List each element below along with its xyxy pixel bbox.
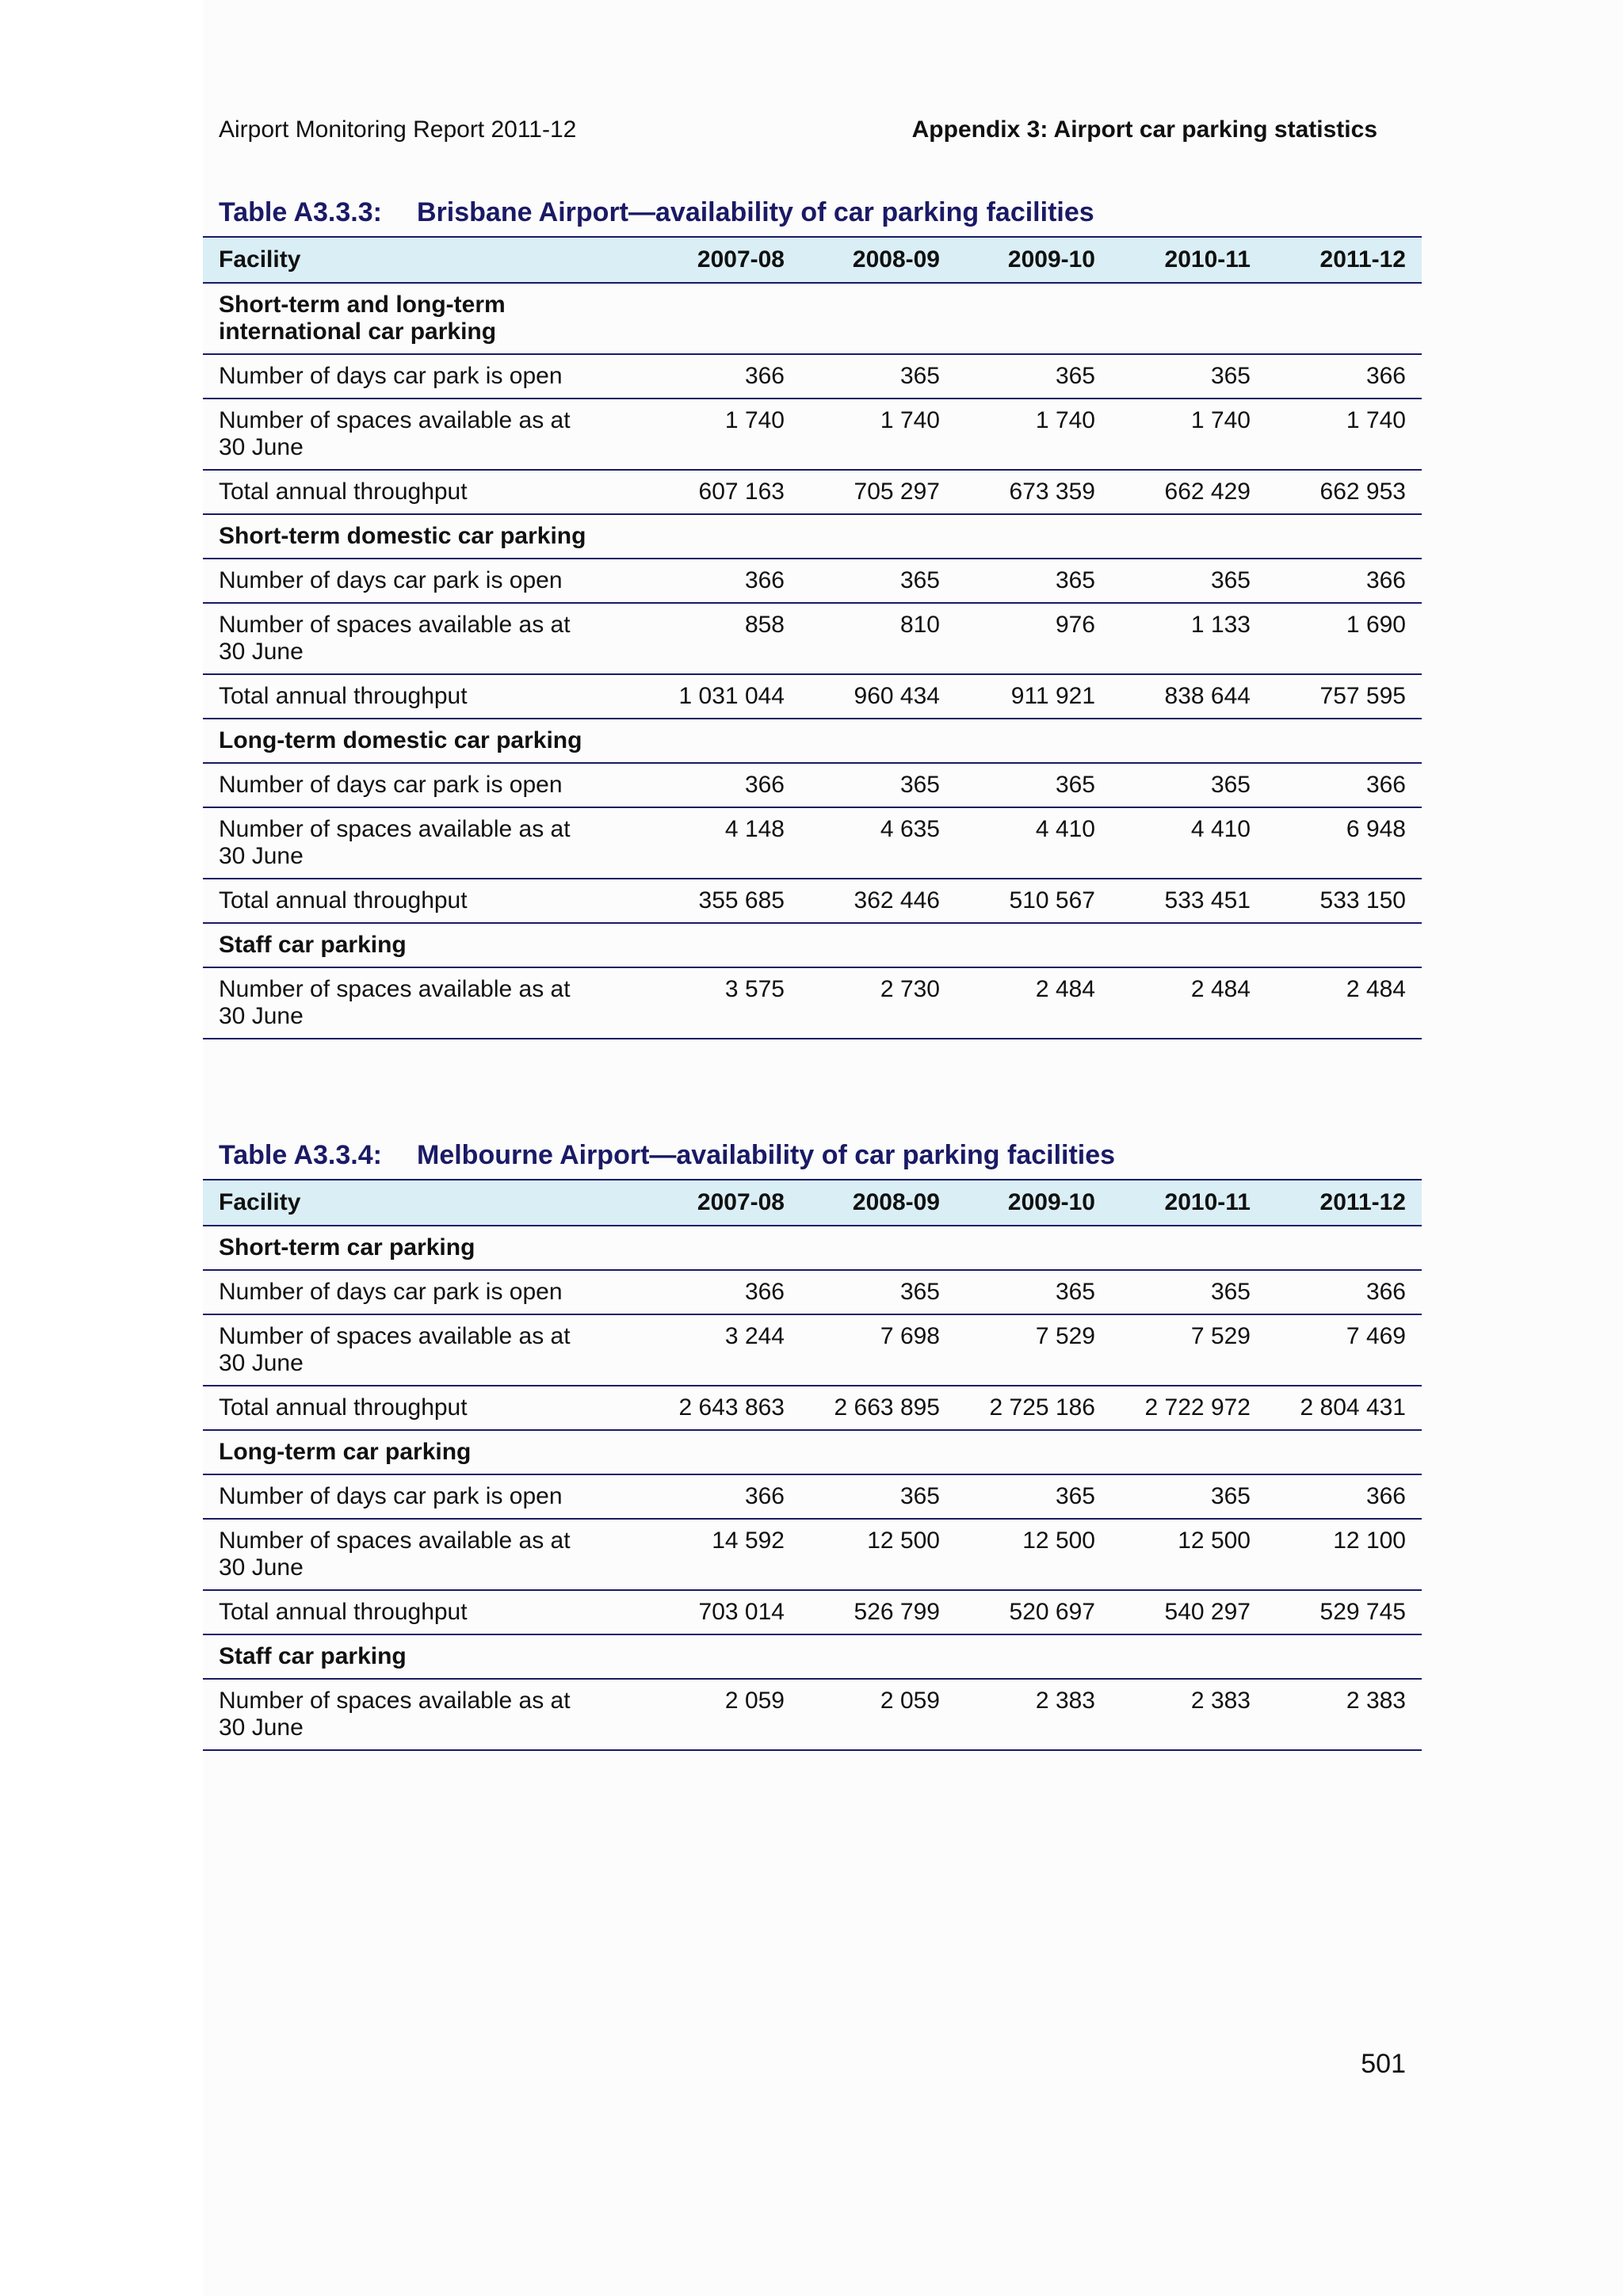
cell-value [1111,923,1266,967]
column-header-year: 2010-11 [1111,1180,1266,1226]
cell-value: 366 [645,763,800,807]
row-label: Number of spaces available as at 30 June [203,807,645,879]
table-header-row [203,1180,1422,1226]
row-label: Short-term and long-term international car parking [203,283,645,354]
column-header-year: 2011-12 [1266,1180,1422,1226]
row-label: Staff car parking [203,1634,645,1679]
cell-value: 2 730 [800,967,956,1039]
cell-value: 366 [645,354,800,399]
table-title: Melbourne Airport—availability of car parking facilities [417,1140,1116,1170]
table-caption-brisbane [219,195,1094,230]
section-header-row [203,923,1422,967]
cell-value [1266,514,1422,559]
cell-value: 7 529 [956,1314,1111,1386]
page-header [219,114,1377,146]
cell-value: 365 [800,763,956,807]
cell-value [1111,283,1266,354]
cell-value: 540 297 [1111,1590,1266,1634]
cell-value: 662 429 [1111,470,1266,514]
cell-value: 366 [645,1474,800,1519]
table-row [203,399,1422,470]
cell-value: 1 031 044 [645,674,800,719]
cell-value: 757 595 [1266,674,1422,719]
row-label: Number of days car park is open [203,763,645,807]
section-header-row [203,1430,1422,1474]
cell-value: 1 740 [800,399,956,470]
row-label: Short-term car parking [203,1226,645,1270]
cell-value: 362 446 [800,879,956,923]
page-number: 501 [1361,2049,1406,2079]
table-row [203,807,1422,879]
cell-value [1111,1634,1266,1679]
appendix-title: Appendix 3: Airport car parking statistics [911,116,1377,143]
cell-value: 7 698 [800,1314,956,1386]
cell-value: 960 434 [800,674,956,719]
table-row [203,1519,1422,1590]
cell-value: 365 [1111,1270,1266,1314]
cell-value [1111,1226,1266,1270]
section-header-row [203,1634,1422,1679]
cell-value: 705 297 [800,470,956,514]
table-header-row [203,237,1422,283]
cell-value [800,1226,956,1270]
table-row [203,470,1422,514]
row-label: Total annual throughput [203,1590,645,1634]
cell-value: 2 484 [1111,967,1266,1039]
cell-value [1266,719,1422,763]
cell-value [956,923,1111,967]
row-label: Number of days car park is open [203,1474,645,1519]
column-header-year: 2008-09 [800,237,956,283]
row-label: Total annual throughput [203,674,645,719]
row-label: Short-term domestic car parking [203,514,645,559]
cell-value: 365 [956,1474,1111,1519]
cell-value: 2 484 [1266,967,1422,1039]
cell-value: 365 [956,559,1111,603]
cell-value: 366 [1266,1270,1422,1314]
table-caption-melbourne [219,1138,1115,1173]
cell-value: 1 690 [1266,603,1422,674]
cell-value: 366 [1266,763,1422,807]
cell-value [956,719,1111,763]
row-label: Number of spaces available as at 30 June [203,1314,645,1386]
cell-value: 6 948 [1266,807,1422,879]
cell-value [1266,283,1422,354]
cell-value: 2 643 863 [645,1386,800,1430]
cell-value: 14 592 [645,1519,800,1590]
cell-value: 366 [645,1270,800,1314]
cell-value: 12 500 [1111,1519,1266,1590]
column-header-year: 2011-12 [1266,237,1422,283]
cell-value [800,719,956,763]
cell-value: 365 [1111,763,1266,807]
table-row [203,559,1422,603]
cell-value: 838 644 [1111,674,1266,719]
cell-value [1266,923,1422,967]
cell-value: 2 383 [1111,1679,1266,1750]
cell-value: 3 244 [645,1314,800,1386]
cell-value [1111,1430,1266,1474]
cell-value: 12 500 [800,1519,956,1590]
table-row [203,1314,1422,1386]
cell-value [645,1430,800,1474]
cell-value: 1 740 [956,399,1111,470]
cell-value: 976 [956,603,1111,674]
row-label: Long-term car parking [203,1430,645,1474]
cell-value: 365 [800,1474,956,1519]
section-header-row [203,283,1422,354]
row-label: Number of days car park is open [203,1270,645,1314]
cell-value: 366 [1266,354,1422,399]
row-label: Number of spaces available as at 30 June [203,1519,645,1590]
cell-value: 510 567 [956,879,1111,923]
cell-value: 366 [1266,1474,1422,1519]
report-title: Airport Monitoring Report 2011-12 [219,116,577,143]
cell-value: 365 [1111,1474,1266,1519]
cell-value: 2 804 431 [1266,1386,1422,1430]
cell-value: 2 059 [800,1679,956,1750]
column-header-year: 2008-09 [800,1180,956,1226]
cell-value: 533 150 [1266,879,1422,923]
column-header-year: 2009-10 [956,1180,1111,1226]
cell-value [956,1634,1111,1679]
cell-value: 7 529 [1111,1314,1266,1386]
column-header-facility: Facility [203,1180,645,1226]
row-label: Number of days car park is open [203,559,645,603]
cell-value [956,1430,1111,1474]
cell-value: 911 921 [956,674,1111,719]
cell-value [956,514,1111,559]
table-row [203,879,1422,923]
row-label: Number of spaces available as at 30 June [203,603,645,674]
cell-value: 2 725 186 [956,1386,1111,1430]
cell-value: 366 [1266,559,1422,603]
cell-value: 673 359 [956,470,1111,514]
cell-value: 365 [956,763,1111,807]
cell-value: 2 663 895 [800,1386,956,1430]
cell-value: 3 575 [645,967,800,1039]
cell-value: 533 451 [1111,879,1266,923]
cell-value: 365 [956,1270,1111,1314]
table-row [203,967,1422,1039]
cell-value: 703 014 [645,1590,800,1634]
cell-value [1266,1634,1422,1679]
cell-value: 4 148 [645,807,800,879]
table-title: Brisbane Airport—availability of car parking facilities [417,197,1094,227]
cell-value [1111,719,1266,763]
cell-value [800,283,956,354]
cell-value: 1 740 [645,399,800,470]
row-label: Staff car parking [203,923,645,967]
cell-value [645,923,800,967]
row-label: Number of spaces available as at 30 June [203,1679,645,1750]
cell-value: 365 [800,354,956,399]
cell-value [956,283,1111,354]
cell-value [645,283,800,354]
cell-value: 2 059 [645,1679,800,1750]
cell-value: 365 [1111,354,1266,399]
cell-value: 810 [800,603,956,674]
cell-value: 365 [800,559,956,603]
cell-value: 1 740 [1111,399,1266,470]
cell-value: 2 383 [1266,1679,1422,1750]
row-label: Total annual throughput [203,1386,645,1430]
table-row [203,1270,1422,1314]
melbourne-parking-table [203,1179,1422,1751]
table-row [203,1590,1422,1634]
column-header-year: 2010-11 [1111,237,1266,283]
table-row [203,1474,1422,1519]
column-header-facility: Facility [203,237,645,283]
column-header-year: 2007-08 [645,237,800,283]
cell-value [645,719,800,763]
row-label: Number of spaces available as at 30 June [203,399,645,470]
column-header-year: 2009-10 [956,237,1111,283]
cell-value: 1 740 [1266,399,1422,470]
cell-value [800,1430,956,1474]
row-label: Number of days car park is open [203,354,645,399]
column-header-year: 2007-08 [645,1180,800,1226]
cell-value [800,923,956,967]
cell-value [800,1634,956,1679]
cell-value: 365 [956,354,1111,399]
cell-value: 526 799 [800,1590,956,1634]
cell-value: 366 [645,559,800,603]
cell-value: 2 383 [956,1679,1111,1750]
table-number: Table A3.3.3: [219,197,382,227]
section-header-row [203,719,1422,763]
cell-value [1266,1430,1422,1474]
cell-value [1266,1226,1422,1270]
cell-value: 12 500 [956,1519,1111,1590]
table-row [203,603,1422,674]
cell-value: 12 100 [1266,1519,1422,1590]
table-row [203,674,1422,719]
cell-value [800,514,956,559]
section-header-row [203,514,1422,559]
cell-value: 4 410 [1111,807,1266,879]
cell-value: 529 745 [1266,1590,1422,1634]
table-row [203,1386,1422,1430]
row-label: Total annual throughput [203,470,645,514]
cell-value: 4 410 [956,807,1111,879]
cell-value: 4 635 [800,807,956,879]
table-row [203,354,1422,399]
row-label: Long-term domestic car parking [203,719,645,763]
row-label: Number of spaces available as at 30 June [203,967,645,1039]
cell-value: 520 697 [956,1590,1111,1634]
cell-value [1111,514,1266,559]
cell-value: 365 [1111,559,1266,603]
cell-value: 7 469 [1266,1314,1422,1386]
cell-value: 2 722 972 [1111,1386,1266,1430]
cell-value: 365 [800,1270,956,1314]
section-header-row [203,1226,1422,1270]
row-label: Total annual throughput [203,879,645,923]
cell-value [645,1226,800,1270]
cell-value: 2 484 [956,967,1111,1039]
cell-value [645,1634,800,1679]
cell-value: 607 163 [645,470,800,514]
cell-value [956,1226,1111,1270]
cell-value: 1 133 [1111,603,1266,674]
cell-value: 662 953 [1266,470,1422,514]
table-row [203,1679,1422,1750]
table-number: Table A3.3.4: [219,1140,382,1170]
cell-value: 858 [645,603,800,674]
cell-value: 355 685 [645,879,800,923]
cell-value [645,514,800,559]
brisbane-parking-table [203,236,1422,1039]
table-row [203,763,1422,807]
